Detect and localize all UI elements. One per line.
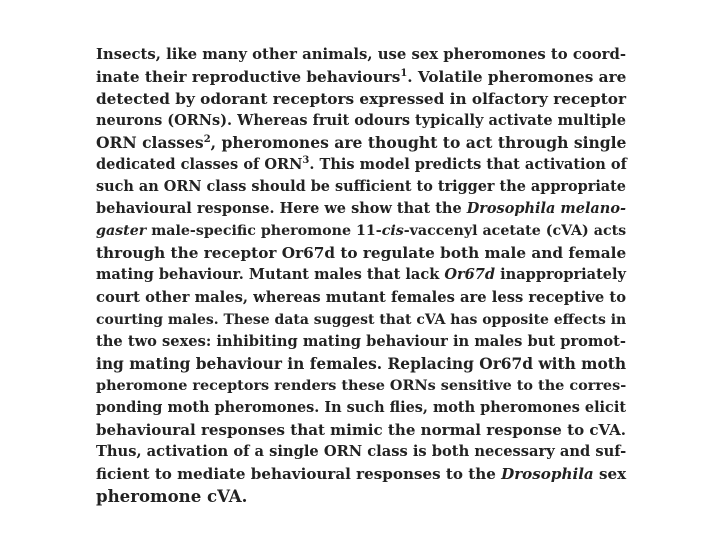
- text-segment: through the receptor Or67d to regulate both male and female: [96, 244, 627, 263]
- abstract-line: [96, 309, 626, 331]
- text-segment: such an ORN class should be sufficient to trigger the appropriate: [96, 178, 626, 196]
- text-segment: Thus, activation of a single ORN class is both necessary and suf-: [96, 442, 627, 460]
- text-segment: ing mating behaviour in females. Replacing Or67d with moth: [96, 354, 627, 373]
- citation-superscript: 2: [203, 134, 211, 146]
- text-segment: ficient to mediate behavioural responses to the: [96, 464, 502, 483]
- italic-text: gaster: [96, 223, 147, 240]
- text-segment: inappropriately: [495, 266, 627, 284]
- abstract-line: [96, 44, 626, 66]
- italic-text: Drosophila: [501, 464, 594, 483]
- text-segment: court other males, whereas mutant females are less receptive to: [96, 288, 626, 306]
- abstract-line: [96, 198, 626, 220]
- text-segment: sex: [593, 464, 627, 483]
- abstract-line: [96, 132, 626, 154]
- text-segment: male-specific pheromone 11-: [146, 223, 382, 240]
- abstract-line: [96, 419, 626, 441]
- text-segment: neurons (ORNs). Whereas fruit odours typically activate multiple: [96, 112, 626, 130]
- text-segment: courting males. These data suggest that cVA has opposite effects in: [96, 311, 627, 328]
- text-segment: Insects, like many other animals, use sex pheromones to coord-: [96, 46, 626, 63]
- text-segment: mating behaviour. Mutant males that lack: [96, 266, 445, 284]
- text-segment: . This model predicts that activation of: [309, 156, 627, 174]
- italic-text: Or67d: [444, 266, 496, 284]
- text-segment: pheromone receptors renders these ORNs sensitive to the corres-: [96, 376, 627, 394]
- italic-text: cis: [381, 223, 404, 240]
- abstract-line: [96, 441, 626, 463]
- abstract-line: [96, 220, 626, 242]
- citation-superscript: 1: [400, 67, 408, 79]
- abstract-paragraph: [96, 44, 626, 507]
- abstract-line: [96, 154, 626, 176]
- citation-superscript: 3: [302, 155, 310, 167]
- abstract-line: [96, 264, 626, 286]
- text-segment: -vaccenyl acetate (cVA) acts: [403, 223, 627, 240]
- abstract-line: [96, 88, 626, 110]
- text-segment: the two sexes: inhibiting mating behaviour in males but promot-: [96, 332, 626, 350]
- abstract-line: [96, 485, 626, 507]
- italic-text: Drosophila melano-: [466, 200, 626, 218]
- abstract-line: [96, 463, 626, 485]
- abstract-line: [96, 397, 626, 419]
- abstract-line: [96, 353, 626, 375]
- abstract-line: [96, 176, 626, 198]
- text-segment: dedicated classes of ORN: [96, 156, 303, 174]
- abstract-line: [96, 331, 626, 353]
- abstract-line: [96, 242, 626, 264]
- text-segment: ORN classes: [96, 133, 204, 153]
- text-segment: detected by odorant receptors expressed in olfactory receptor: [96, 90, 626, 109]
- abstract-line: [96, 66, 626, 88]
- abstract-line: [96, 110, 626, 132]
- abstract-line: [96, 375, 626, 397]
- text-segment: behavioural responses that mimic the normal response to cVA.: [96, 420, 626, 439]
- text-segment: behavioural response. Here we show that the: [96, 200, 467, 218]
- text-segment: pheromone cVA.: [96, 485, 248, 506]
- text-segment: , pheromones are thought to act through single: [210, 133, 627, 153]
- abstract-line: [96, 287, 626, 309]
- text-segment: . Volatile pheromones are: [407, 68, 627, 87]
- text-segment: ponding moth pheromones. In such flies, moth pheromones elicit: [96, 398, 626, 416]
- text-segment: inate their reproductive behaviours: [96, 68, 401, 87]
